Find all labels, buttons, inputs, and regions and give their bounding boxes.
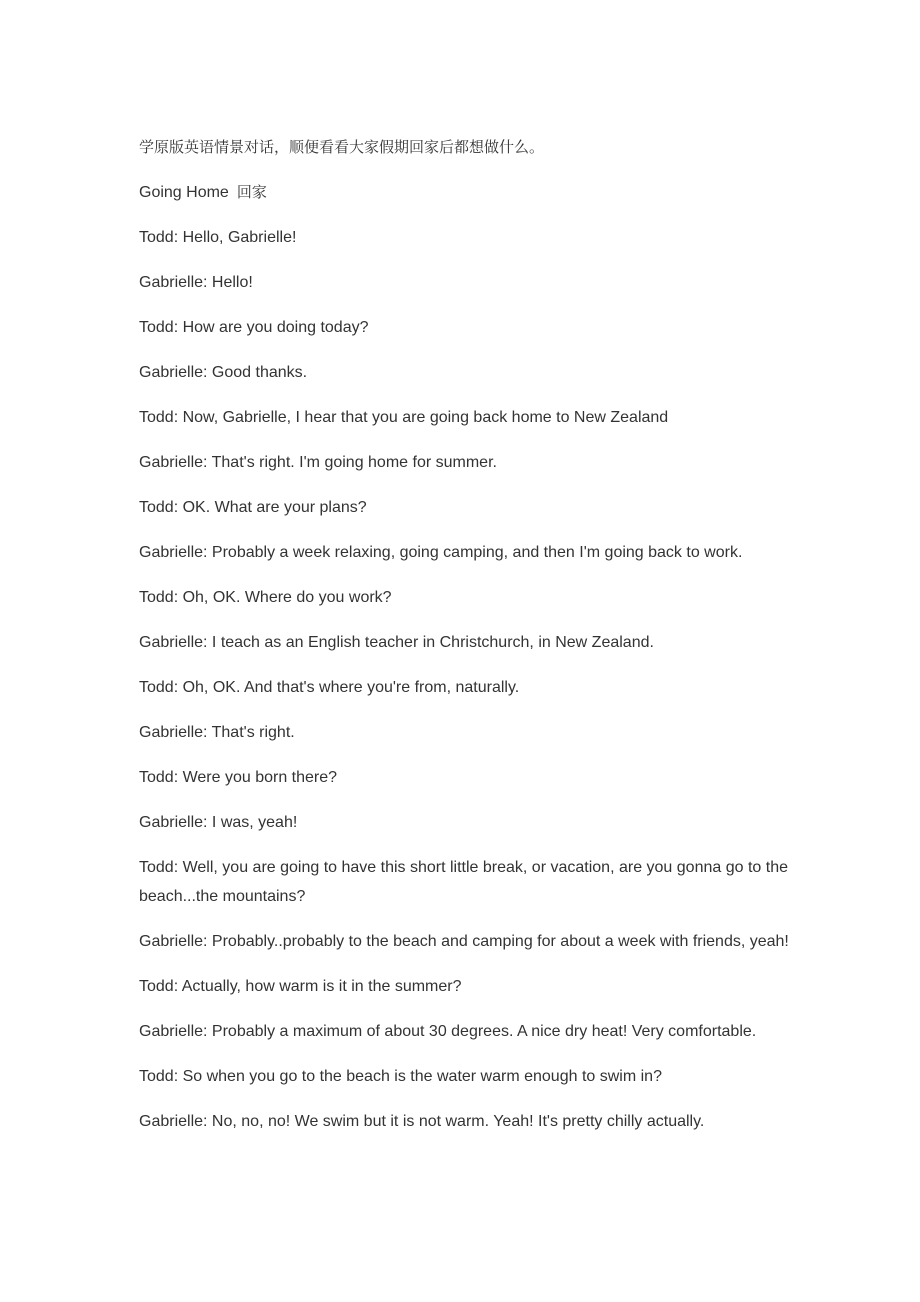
dialogue-line: Gabrielle: Hello!: [139, 274, 253, 291]
title-english: Going Home: [139, 184, 229, 201]
dialogue-line: Todd: Were you born there?: [139, 769, 338, 786]
intro-text: 学原版英语情景对话，顺便看看大家假期回家后都想做什么。: [139, 138, 545, 156]
dialogue-line: Gabrielle: I teach as an English teacher in Christchurch, in New Zealand.: [139, 634, 654, 651]
dialogue-line: Todd: How are you doing today?: [139, 319, 369, 336]
title-chinese: 回家: [236, 183, 267, 201]
dialogue-line: Gabrielle: I was, yeah!: [139, 814, 298, 831]
dialogue-line: Todd: Hello, Gabrielle!: [139, 229, 297, 246]
dialogue-title: [139, 178, 789, 207]
document-body: [139, 133, 789, 1152]
dialogue-line: Gabrielle: Probably a maximum of about 30 degrees. A nice dry heat! Very comfortable.: [139, 1023, 757, 1040]
dialogue-line: Todd: So when you go to the beach is the water warm enough to swim in?: [139, 1068, 662, 1085]
dialogue-line: Gabrielle: Probably a week relaxing, going camping, and then I'm going back to work.: [139, 544, 743, 561]
dialogue-line: Gabrielle: That's right. I'm going home for summer.: [139, 454, 497, 471]
dialogue-line: Todd: Now, Gabrielle, I hear that you are going back home to New Zealand: [139, 409, 669, 426]
dialogue-line: Todd: Actually, how warm is it in the summer?: [139, 978, 462, 995]
dialogue-line: Todd: Oh, OK. And that's where you're from, naturally.: [139, 679, 520, 696]
dialogue-line: Todd: Oh, OK. Where do you work?: [139, 589, 392, 606]
dialogue-line: Gabrielle: No, no, no! We swim but it is not warm. Yeah! It's pretty chilly actually.: [139, 1113, 705, 1130]
dialogue-line: Gabrielle: That's right.: [139, 724, 295, 741]
dialogue-line: Todd: Well, you are going to have this short little break, or vacation, are you gonna go to the beach...the mountains?: [139, 859, 788, 905]
dialogue-line: Todd: OK. What are your plans?: [139, 499, 367, 516]
dialogue-line: Gabrielle: Good thanks.: [139, 364, 308, 381]
dialogue-line: Gabrielle: Probably..probably to the beach and camping for about a week with friends, yeah!: [139, 933, 789, 950]
